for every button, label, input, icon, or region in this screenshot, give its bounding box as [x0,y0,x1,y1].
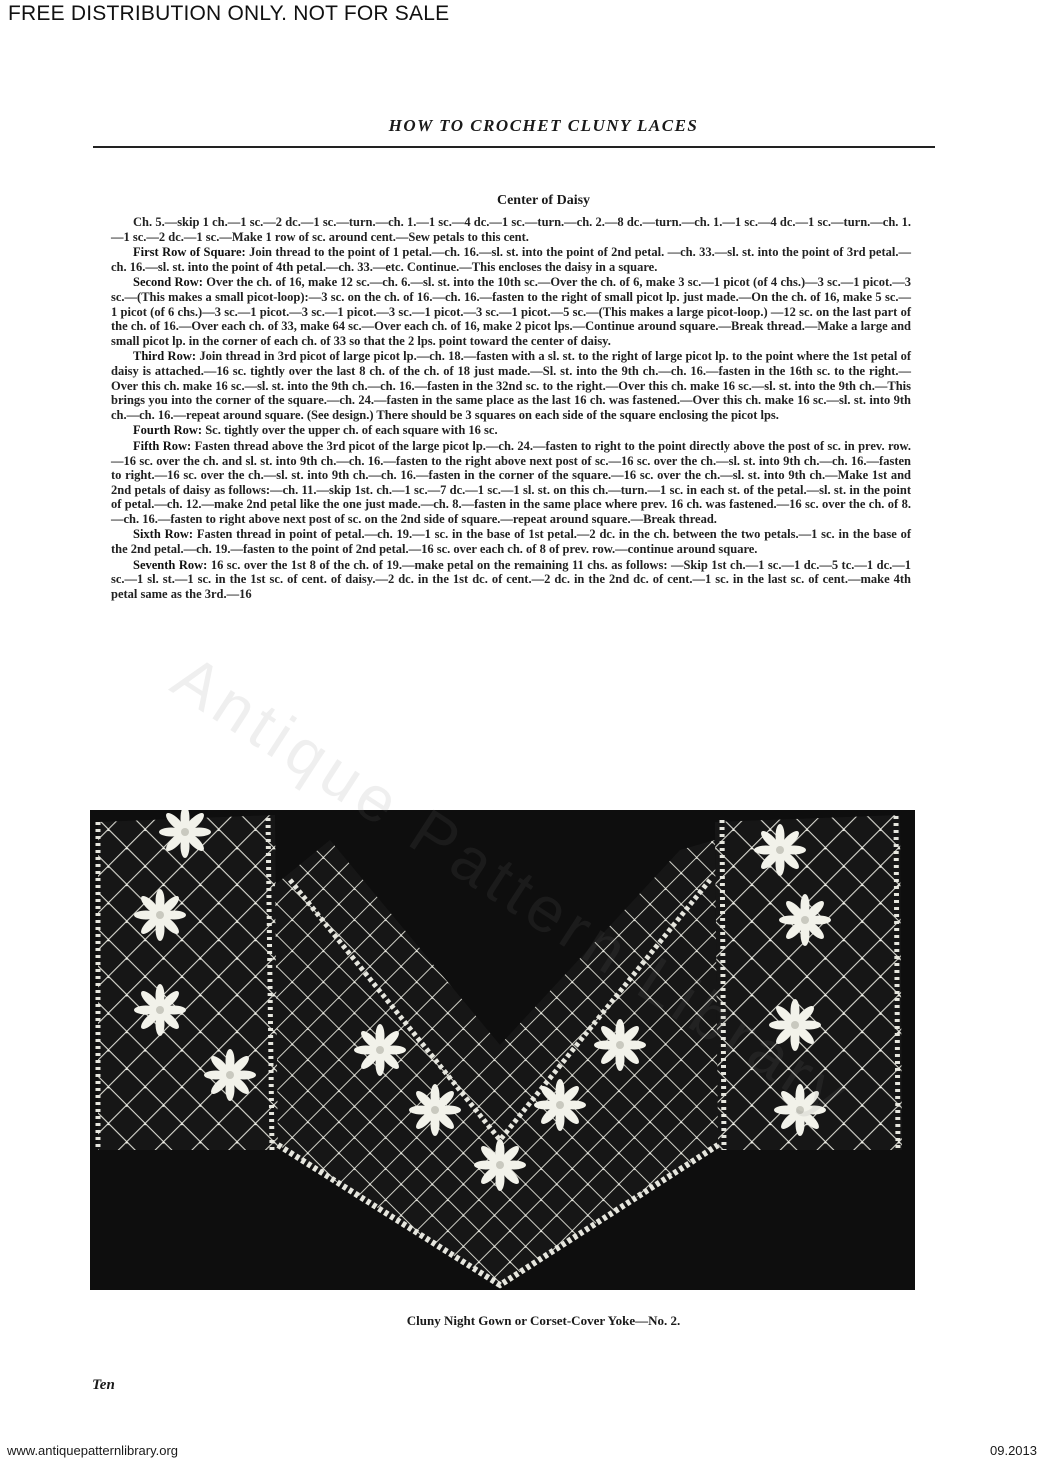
publication-date: 09.2013 [990,1443,1037,1458]
paragraph-text: Sc. tightly over the upper ch. of each square with 16 sc. [202,423,498,438]
paragraph-text: Join thread to the point of 1 petal.—ch. 16.—sl. st. into the point of 2nd petal. —ch. 33.—sl. st. into the point of 3rd petal.—ch. 16.—sl. st. into the point of 4th petal.—ch. 33.—etc. Continue.—This encloses the daisy in a square. [111,245,911,274]
header-rule [93,146,935,148]
section-title: Center of Daisy [496,193,591,208]
running-head: HOW TO CROCHET CLUNY LACES [388,116,699,135]
paragraph [111,245,911,274]
page-number: Ten [92,1377,115,1393]
distribution-notice: FREE DISTRIBUTION ONLY. NOT FOR SALE [8,2,450,25]
paragraph-text: Join thread in 3rd picot of large picot lp.—ch. 18.—fasten with a sl. st. to the right of large picot lp. to the point where the 1st petal of daisy is attached.—16 sc. tightly over the last 8 ch. of the ch. of 18 just made.—Sl. st. into the 9th ch.—ch. 16.—fasten in the 16th sc. to the right.—Over this ch. make 16 sc.—sl. st. into the 9th ch.—ch. 16.—fasten in the 32nd sc. to the right.—Over this ch. make 16 sc.—sl. st. into the 9th ch.—This brings you into the corner of the square.—ch. 24.—fasten in the same place as the last 16 ch. was fastened.—Over this ch. make 16 sc.—sl. st. into 9th ch.—ch. 16.—repeat around square. (See design.) There should be 3 squares on each side of the square enclosing the picot lps. [111,349,912,422]
row-label: Fifth Row: [133,438,192,453]
paragraph-text: Ch. 5.—skip 1 ch.—1 sc.—2 dc.—1 sc.—turn.—ch. 1.—1 sc.—4 dc.—1 sc.—turn.—ch. 2.—8 dc.—turn.—ch. 1.—1 sc.—4 dc.—1 sc.—turn.—ch. 1.—1 sc.—2 dc.—1 sc.—Make 1 row of sc. around cent.—Sew petals to this cent. [111,215,911,244]
paragraph [111,215,911,244]
row-label: Third Row: [133,349,197,364]
paragraph-text: 16 sc. over the 1st 8 of the ch. of 19.—make petal on the remaining 11 chs. as follows: —Skip 1st ch.—1 sc.—1 dc.—5 tc.—1 dc.—1 sc.—1 sl. st.—1 sc. in the 1st sc. of cent. of daisy.—2 dc. in the 1st dc. of cent.—2 dc. in the 2nd dc. of cent.—1 sc. in the last sc. of cent.—make 4th petal same as the 3rd.—16 [111,557,911,601]
paragraph-text: Fasten thread in point of petal.—ch. 19.—1 sc. in the base of 1st petal.—2 dc. in the ch. between the two petals.—1 sc. in the base of the 2nd petal.—ch. 19.—fasten to the point of 2nd petal.—16 sc. over each ch. of 8 of prev. row.—continue around square. [111,527,911,557]
source-url: www.antiquepatternlibrary.org [7,1443,179,1458]
row-label: Sixth Row: [133,527,194,542]
row-label: Second Row: [133,275,203,290]
row-label: Seventh Row: [133,557,208,572]
paragraph [111,558,911,602]
paragraph [111,423,911,438]
lace-yoke-photo [90,810,915,1290]
figure-caption: Cluny Night Gown or Corset-Cover Yoke—No. 2. [406,1313,681,1328]
paragraph [111,527,911,556]
paragraph [111,349,911,422]
lace-yoke-illustration [90,810,915,1290]
row-label: First Row of Square: [133,245,246,260]
paragraph [111,275,911,348]
instructions-body [111,215,911,602]
paragraph-text: Over the ch. of 16, make 12 sc.—ch. 6.—sl. st. into the 10th sc.—Over the ch. of 6, make 3 sc.—1 picot (of 4 chs.)—3 sc.—1 picot.—3 sc.—(This makes a small picot-loop):—3 sc. on the ch. of 16.—ch. 16.—fasten to the right of small picot lp. just made.—On the ch. of 16, make 5 sc.—1 picot (of 6 chs.)—3 sc.—1 picot.—3 sc.—1 picot.—3 sc.—1 picot.—3 sc.—1 picot.—5 sc.—(This makes a large picot-loop.) —12 sc. on the last part of the ch. of 16.—Over each ch. of 33, make 64 sc.—Over each ch. of 16, make 2 picot lps.—Continue around square.—Break thread.—Make a large and small picot lp. in the corner of each ch. of 33 so that the 2 lps. point toward the center of daisy. [111,275,912,348]
paragraph-text: Fasten thread above the 3rd picot of the large picot lp.—ch. 24.—fasten to right to the point directly above the post of sc. in prev. row.—16 sc. over the ch. and sl. st. into 9th ch.—ch. 16.—fasten to the right above next post of sc.—16 sc. over the ch.—sl. st. into 9th ch.—ch. 16.—fasten to right.—16 sc. over the ch.—sl. st. into 9th ch.—ch. 16.—fasten in the corner of the square.—16 sc. over the ch.—sl. st. into 9th ch.—Make 1st and 2nd petals of daisy as follows:—ch. 11.—skip 1st. ch.—1 sc.—7 dc.—1 sc.—1 sl. st. on this ch.—turn.—1 sc. in each st. of the petal.—sl. st. in the point of petal.—ch. 12.—make 2nd petal like the one just made.—ch. 8.—fasten in the same place where prev. 16 ch. was fastened.—16 sc. over the ch. of 8.—ch. 16.—fasten to right above next post of sc. on the 2nd side of square.—repeat around square.—Break thread. [111,438,911,526]
row-label: Fourth Row: [133,423,203,438]
paragraph [111,439,911,527]
